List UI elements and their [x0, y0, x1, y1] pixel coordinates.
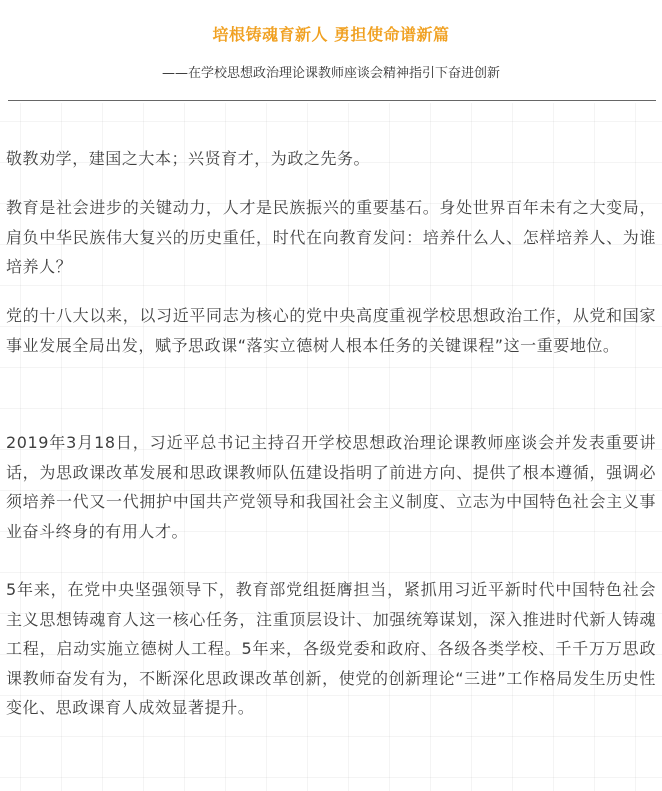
header-divider — [8, 100, 656, 101]
paragraph-1: 敬教劝学，建国之大本；兴贤育才，为政之先务。 — [6, 149, 371, 168]
article-body — [0, 103, 662, 791]
paragraph-5: 5年来，在党中央坚强领导下，教育部党组挺膺担当，紧抓用习近平新时代中国特色社会主义思想铸魂育人这一核心任务，注重顶层设计、加强统筹谋划，深入推进时代新人铸魂工程，启动实施立德树人工程。5年来，各级党委和政府、各级各类学校、千千万万思政课教师奋发有为，不断深化思政课改革创新，使党的创新理论“三进”工作格局发生历史性变化、思政课育人成效显著提升。 — [6, 580, 656, 717]
paragraph-4: 2019年3月18日，习近平总书记主持召开学校思想政治理论课教师座谈会并发表重要讲话，为思政课改革发展和思政课教师队伍建设指明了前进方向、提供了根本遵循，强调必须培养一代又一代拥护中国共产党领导和我国社会主义制度、立志为中国特色社会主义事业奋斗终身的有用人才。 — [6, 433, 656, 541]
article-header — [0, 0, 662, 102]
article-subtitle: ——在学校思想政治理论课教师座谈会精神指引下奋进创新 — [161, 66, 500, 81]
paragraph-3: 党的十八大以来，以习近平同志为核心的党中央高度重视学校思想政治工作，从党和国家事业发展全局出发，赋予思政课“落实立德树人根本任务的关键课程”这一重要地位。 — [6, 306, 656, 355]
article-title: 培根铸魂育新人 勇担使命谱新篇 — [212, 25, 450, 44]
paragraph-2: 教育是社会进步的关键动力，人才是民族振兴的重要基石。身处世界百年未有之大变局，肩负中华民族伟大复兴的历史重任，时代在向教育发问：培养什么人、怎样培养人、为谁培养人？ — [6, 198, 656, 276]
